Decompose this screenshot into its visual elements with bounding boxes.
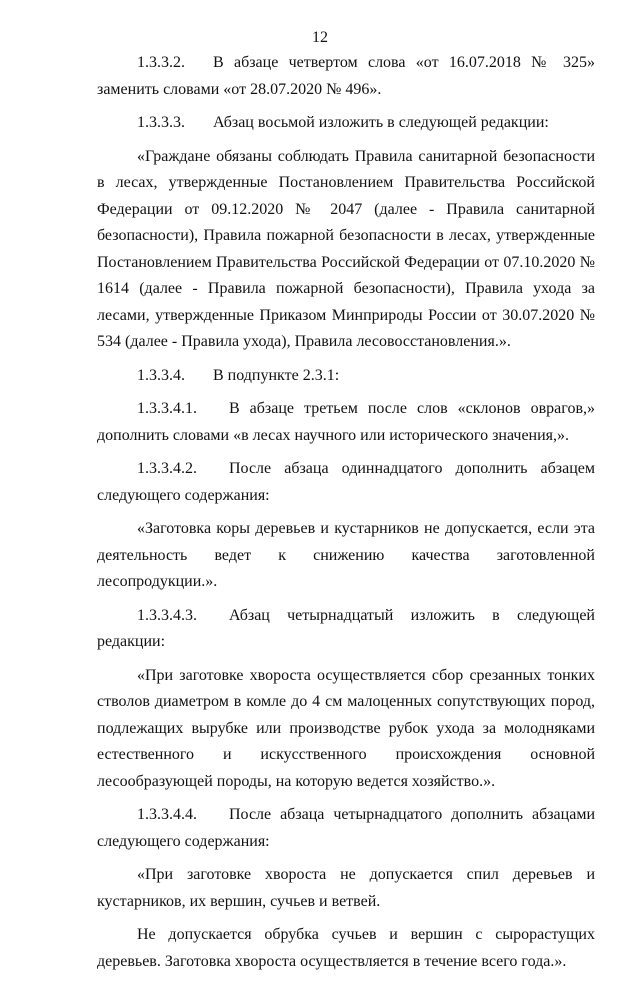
paragraph-1-3-3-3: [97, 110, 595, 137]
paragraph-1-3-3-2: [97, 50, 595, 103]
paragraph-text: После абзаца четырнадцатого дополнить абзацами следующего содержания:: [97, 806, 595, 850]
clause-number: 1.3.3.3.: [137, 114, 185, 131]
clause-number: 1.3.3.4.2.: [137, 460, 197, 477]
paragraph-1-3-3-4-3: [97, 603, 595, 656]
paragraph-text: В подпункте 2.3.1:: [213, 366, 340, 384]
quote-paragraph-bark: [97, 516, 595, 596]
page-number: 12: [312, 29, 328, 46]
clause-number: 1.3.3.4.4.: [137, 806, 197, 823]
paragraph-1-3-3-4-4: [97, 802, 595, 855]
paragraph-text: Не допускается обрубка сучьев и вершин с сырорастущих деревьев. Заготовка хвороста осуществляется в течение всего года.».: [97, 926, 595, 970]
paragraph-1-3-3-4: [97, 363, 595, 390]
paragraph-text: Абзац четырнадцатый изложить в следующей редакции:: [97, 606, 595, 650]
paragraph-text: Абзац восьмой изложить в следующей редакции:: [213, 114, 549, 131]
clause-number: 1.3.3.4.1.: [137, 400, 197, 417]
paragraph-text: В абзаце четвертом слова «от 16.07.2018 № 325» заменить словами «от 28.07.2020 № 496».: [97, 54, 595, 98]
document-body: [97, 50, 595, 982]
paragraph-1-3-3-4-1: [97, 396, 595, 449]
paragraph-text: После абзаца одиннадцатого дополнить абзацем следующего содержания:: [97, 460, 595, 504]
quote-paragraph-rules: [97, 144, 595, 356]
paragraph-text: «Граждане обязаны соблюдать Правила санитарной безопасности в лесах, утвержденные Постановлением Правительства Российской Федерации от 09.12.2020 № 2047 (далее - Правила санитарной безопасности), Правила пожарной безопасности в лесах, утвержденные Постановлением Правительства Российской Федерации от 07.10.2020 № 1614 (далее - Правила пожарной безопасности), Правила ухода за лесами, утвержденные Приказом Минприроды России от 30.07.2020 № 534 (далее - Правила ухода), Правила лесовосстановления.».: [97, 147, 595, 350]
quote-paragraph-year-round: [97, 922, 595, 975]
clause-number: 1.3.3.2.: [137, 54, 185, 71]
quote-paragraph-no-cutting: [97, 862, 595, 915]
paragraph-text: «При заготовке хвороста не допускается спил деревьев и кустарников, их вершин, сучьев и ветвей.: [97, 866, 595, 910]
quote-paragraph-brushwood: [97, 663, 595, 796]
paragraph-text: «При заготовке хвороста осуществляется сбор срезанных тонких стволов диаметром в комле до 4 см малоценных сопутствующих пород, подлежащих вырубке или производстве рубок ухода за молодняками естественного и искусственного происхождения основной лесообразующей породы, на которую ведется хозяйство.».: [97, 666, 595, 790]
clause-number: 1.3.3.4.: [137, 366, 185, 384]
paragraph-1-3-3-4-2: [97, 456, 595, 509]
clause-number: 1.3.3.4.3.: [137, 606, 197, 624]
paragraph-text: В абзаце третьем после слов «склонов оврагов,» дополнить словами «в лесах научного или исторического значения,».: [97, 400, 595, 444]
paragraph-text: «Заготовка коры деревьев и кустарников не допускается, если эта деятельность ведет к снижению качества заготовленной лесопродукции.».: [97, 520, 595, 590]
